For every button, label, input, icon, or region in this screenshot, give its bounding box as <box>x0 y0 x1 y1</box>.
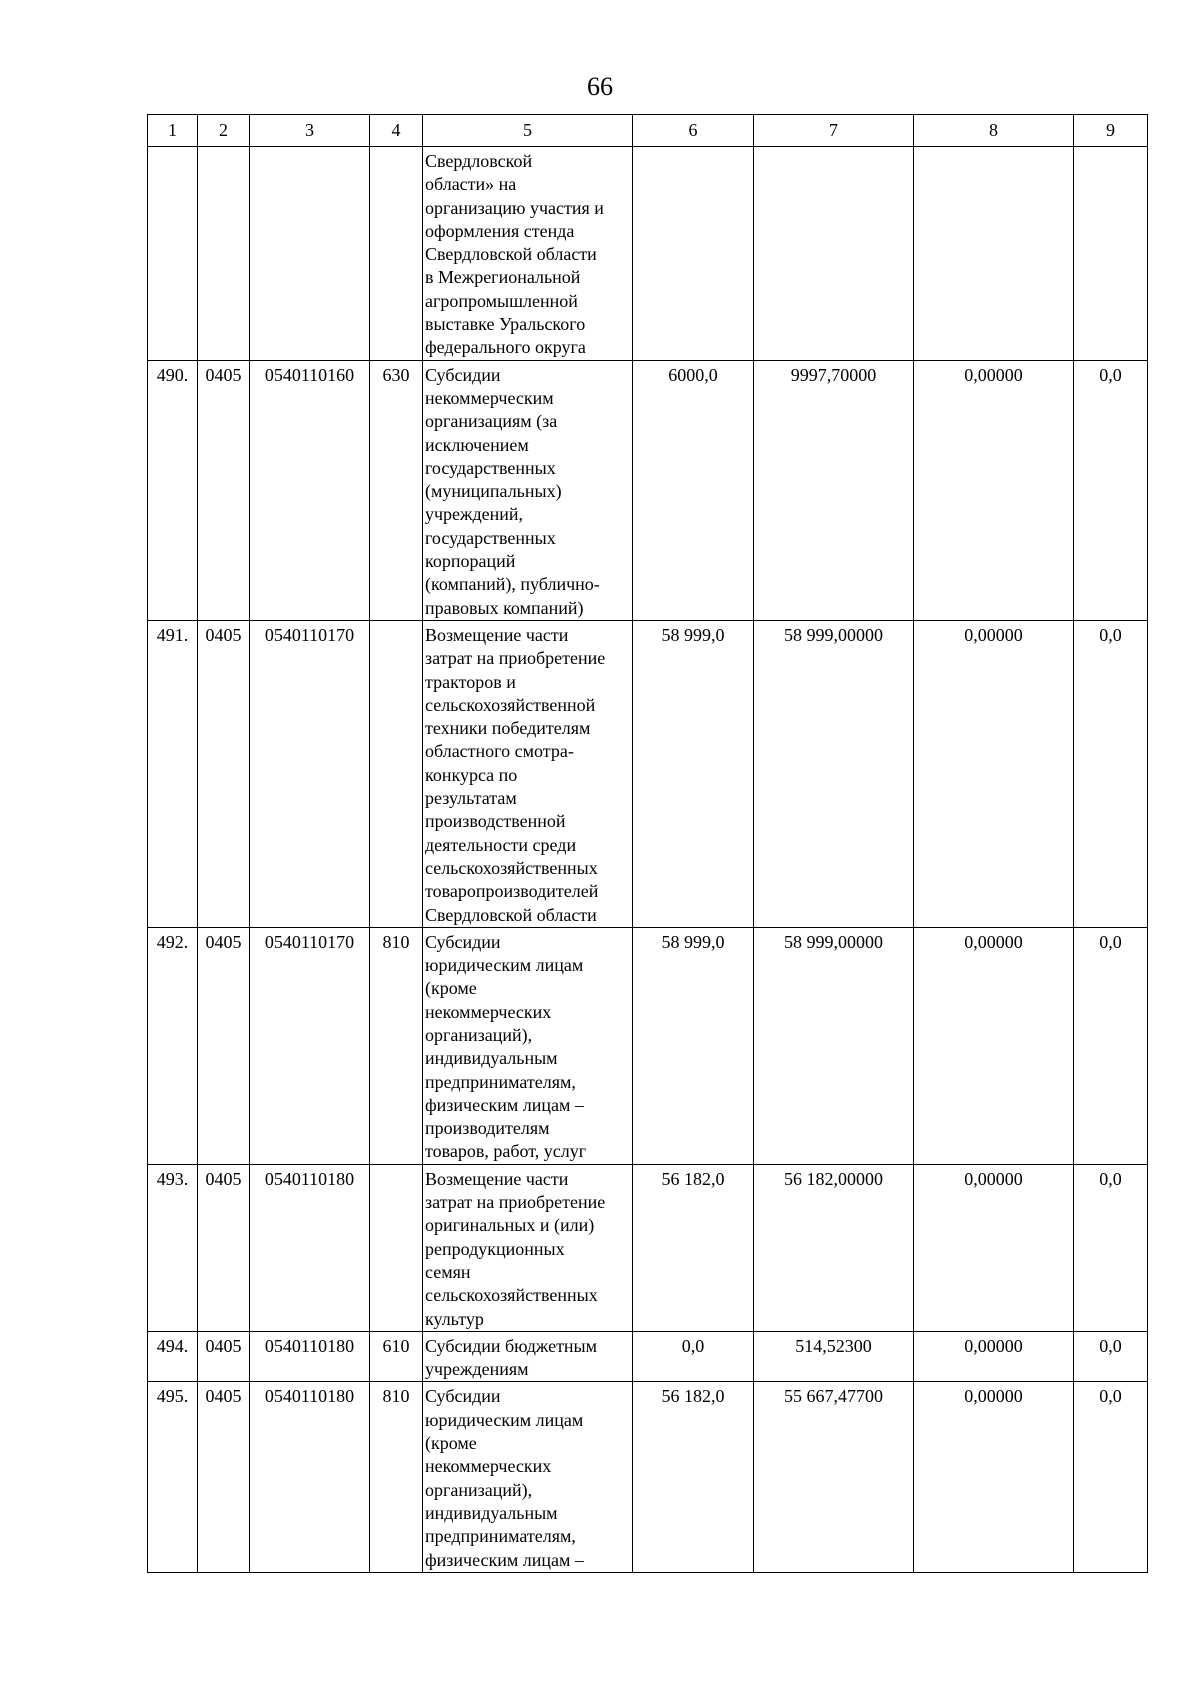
column-header: 8 <box>914 115 1074 147</box>
row-description: Возмещение части затрат на приобретение тракторов и сельскохозяйственной техники победителям областного смотра- конкурса по результатам производственной деятельности среди сельскохозяйственных товаропроизводителей Свердловской области <box>423 620 633 927</box>
amount-col7: 58 999,00000 <box>754 620 914 927</box>
row-description: Субсидии некоммерческим организациям (за исключением государственных (муниципальных) учреждений, государственных корпораций (компаний), публично- правовых компаний) <box>423 360 633 620</box>
column-header: 4 <box>370 115 423 147</box>
column-header: 7 <box>754 115 914 147</box>
target-code: 0540110170 <box>250 620 370 927</box>
page-number: 66 <box>587 72 613 101</box>
amount-col7: 58 999,00000 <box>754 927 914 1164</box>
table-row-continuation <box>148 147 1148 361</box>
expense-type-code <box>370 620 423 927</box>
amount-col6: 56 182,0 <box>633 1382 754 1572</box>
section-code: 0405 <box>198 1382 250 1572</box>
amount-col9: 0,0 <box>1074 360 1148 620</box>
amount-col6: 58 999,0 <box>633 927 754 1164</box>
column-header: 6 <box>633 115 754 147</box>
amount-col7: 9997,70000 <box>754 360 914 620</box>
column-header: 1 <box>148 115 198 147</box>
expense-type-code: 610 <box>370 1331 423 1382</box>
amount-col9: 0,0 <box>1074 1331 1148 1382</box>
target-code: 0540110170 <box>250 927 370 1164</box>
table-row <box>148 1382 1148 1572</box>
amount-col8: 0,00000 <box>914 1382 1074 1572</box>
column-header: 3 <box>250 115 370 147</box>
column-header: 9 <box>1074 115 1148 147</box>
column-header: 5 <box>423 115 633 147</box>
target-code: 0540110180 <box>250 1382 370 1572</box>
expense-type-code: 810 <box>370 1382 423 1572</box>
amount-col8: 0,00000 <box>914 1164 1074 1331</box>
amount-col6: 6000,0 <box>633 360 754 620</box>
table-row <box>148 620 1148 927</box>
expense-type-code: 810 <box>370 927 423 1164</box>
amount-col8: 0,00000 <box>914 360 1074 620</box>
amount-col7: 55 667,47700 <box>754 1382 914 1572</box>
amount-col7: 56 182,00000 <box>754 1164 914 1331</box>
target-code: 0540110160 <box>250 360 370 620</box>
section-code: 0405 <box>198 360 250 620</box>
row-number: 491. <box>148 620 198 927</box>
header-row <box>148 115 1148 147</box>
amount-col6: 58 999,0 <box>633 620 754 927</box>
table-row <box>148 1331 1148 1382</box>
column-header: 2 <box>198 115 250 147</box>
amount-col6: 0,0 <box>633 1331 754 1382</box>
row-description: Субсидии бюджетным учреждениям <box>423 1331 633 1382</box>
row-description: Субсидии юридическим лицам (кроме некоммерческих организаций), индивидуальным предпринимателям, физическим лицам – производителям товаров, работ, услуг <box>423 927 633 1164</box>
table-row <box>148 1164 1148 1331</box>
section-code: 0405 <box>198 1331 250 1382</box>
section-code: 0405 <box>198 620 250 927</box>
row-number: 492. <box>148 927 198 1164</box>
row-description: Субсидии юридическим лицам (кроме некоммерческих организаций), индивидуальным предпринимателям, физическим лицам – <box>423 1382 633 1572</box>
row-number: 493. <box>148 1164 198 1331</box>
amount-col8: 0,00000 <box>914 1331 1074 1382</box>
section-code: 0405 <box>198 927 250 1164</box>
target-code: 0540110180 <box>250 1331 370 1382</box>
target-code: 0540110180 <box>250 1164 370 1331</box>
section-code: 0405 <box>198 1164 250 1331</box>
amount-col6: 56 182,0 <box>633 1164 754 1331</box>
table-row <box>148 360 1148 620</box>
budget-table <box>147 114 1148 1573</box>
amount-col8: 0,00000 <box>914 927 1074 1164</box>
row-description: Возмещение части затрат на приобретение оригинальных и (или) репродукционных семян сельскохозяйственных культур <box>423 1164 633 1331</box>
amount-col9: 0,0 <box>1074 620 1148 927</box>
amount-col9: 0,0 <box>1074 1164 1148 1331</box>
amount-col9: 0,0 <box>1074 1382 1148 1572</box>
row-number: 490. <box>148 360 198 620</box>
expense-type-code <box>370 1164 423 1331</box>
amount-col7: 514,52300 <box>754 1331 914 1382</box>
expense-type-code: 630 <box>370 360 423 620</box>
amount-col9: 0,0 <box>1074 927 1148 1164</box>
amount-col8: 0,00000 <box>914 620 1074 927</box>
row-number: 494. <box>148 1331 198 1382</box>
table-row <box>148 927 1148 1164</box>
row-number: 495. <box>148 1382 198 1572</box>
row-description: Свердловской области» на организацию участия и оформления стенда Свердловской области в Межрегиональной агропромышленной выставке Уральского федерального округа <box>423 147 633 361</box>
